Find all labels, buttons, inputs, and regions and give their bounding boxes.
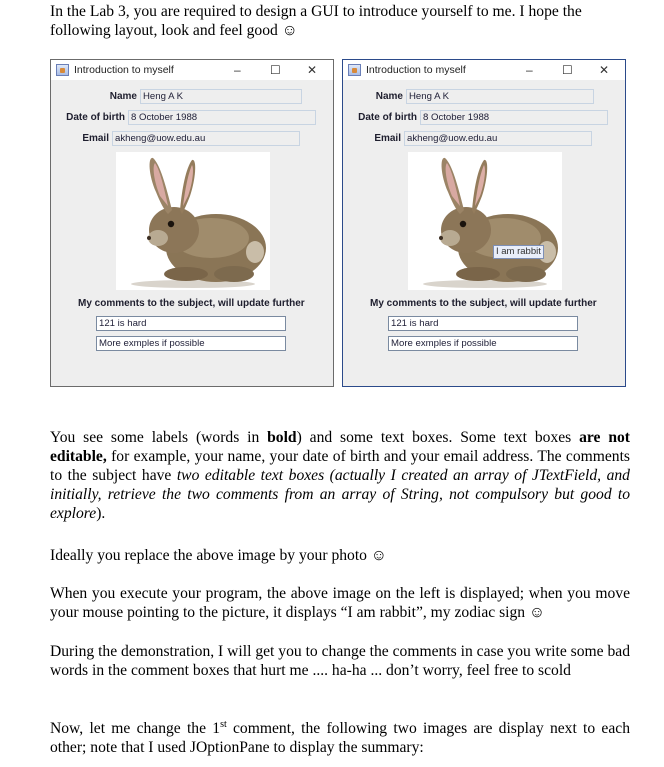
paragraph-change-comment: Now, let me change the 1st comment, the following two images are display next to each other; note that I used JOptionPane to display the summary: — [50, 718, 630, 756]
gui-window-left[interactable] — [50, 59, 334, 387]
paragraph-replace-photo: Ideally you replace the above image by your photo ☺ — [50, 547, 387, 564]
minimize-button[interactable]: – — [234, 63, 241, 77]
window-title: Introduction to myself — [74, 64, 174, 76]
rabbit-tooltip: I am rabbit — [493, 245, 544, 259]
email-label: Email — [374, 133, 401, 144]
minimize-button[interactable]: – — [526, 63, 533, 77]
email-label: Email — [82, 133, 109, 144]
dob-label: Date of birth — [358, 112, 417, 123]
name-field: Heng A K — [140, 89, 302, 104]
rabbit-image — [408, 152, 562, 290]
email-field: akheng@uow.edu.au — [112, 131, 300, 146]
close-button[interactable]: ✕ — [307, 63, 318, 77]
window-title: Introduction to myself — [366, 64, 466, 76]
comments-label: My comments to the subject, will update further — [78, 298, 305, 309]
comment-field-2[interactable]: More exmples if possible — [96, 336, 286, 351]
maximize-button[interactable]: ☐ — [562, 63, 573, 77]
comments-label: My comments to the subject, will update further — [370, 298, 597, 309]
name-field: Heng A K — [406, 89, 594, 104]
rabbit-image — [116, 152, 270, 290]
dob-field: 8 October 1988 — [128, 110, 316, 125]
comment-field-1[interactable]: 121 is hard — [96, 316, 286, 331]
intro-line-2: following layout, look and feel good ☺ — [50, 22, 298, 39]
close-button[interactable]: ✕ — [599, 63, 610, 77]
rabbit-photo[interactable] — [116, 152, 270, 290]
dob-field: 8 October 1988 — [420, 110, 608, 125]
paragraph-execute-program: When you execute your program, the above image on the left is displayed; when you move your mouse pointing to the picture, it displays “I am rabbit”, my zodiac sign ☺ — [50, 585, 630, 621]
maximize-button[interactable]: ☐ — [270, 63, 281, 77]
name-label: Name — [375, 91, 403, 102]
paragraph-labels-textboxes: You see some labels (words in bold) and some text boxes. Some text boxes are not editable, for example, your name, your date of birth and your email address. The comments to the subject have two editable text boxes (actually I created an array of JTextField, and initially, retrieve the two comments from an array of String, not compulsory but good to explore). — [50, 429, 630, 522]
title-bar[interactable] — [51, 60, 333, 80]
intro-line-1: In the Lab 3, you are required to design a GUI to introduce yourself to me. I hope the — [50, 3, 582, 20]
email-field: akheng@uow.edu.au — [404, 131, 592, 146]
paragraph-demonstration: During the demonstration, I will get you to change the comments in case you write some bad words in the comment boxes that hurt me .... ha-ha ... don’t worry, feel free to scold — [50, 643, 630, 679]
gui-window-right[interactable] — [342, 59, 626, 387]
java-app-icon — [56, 64, 69, 76]
comment-field-2[interactable]: More exmples if possible — [388, 336, 578, 351]
comment-field-1[interactable]: 121 is hard — [388, 316, 578, 331]
title-bar[interactable] — [343, 60, 625, 80]
rabbit-photo[interactable] — [408, 152, 562, 290]
dob-label: Date of birth — [66, 112, 125, 123]
name-label: Name — [109, 91, 137, 102]
java-app-icon — [348, 64, 361, 76]
